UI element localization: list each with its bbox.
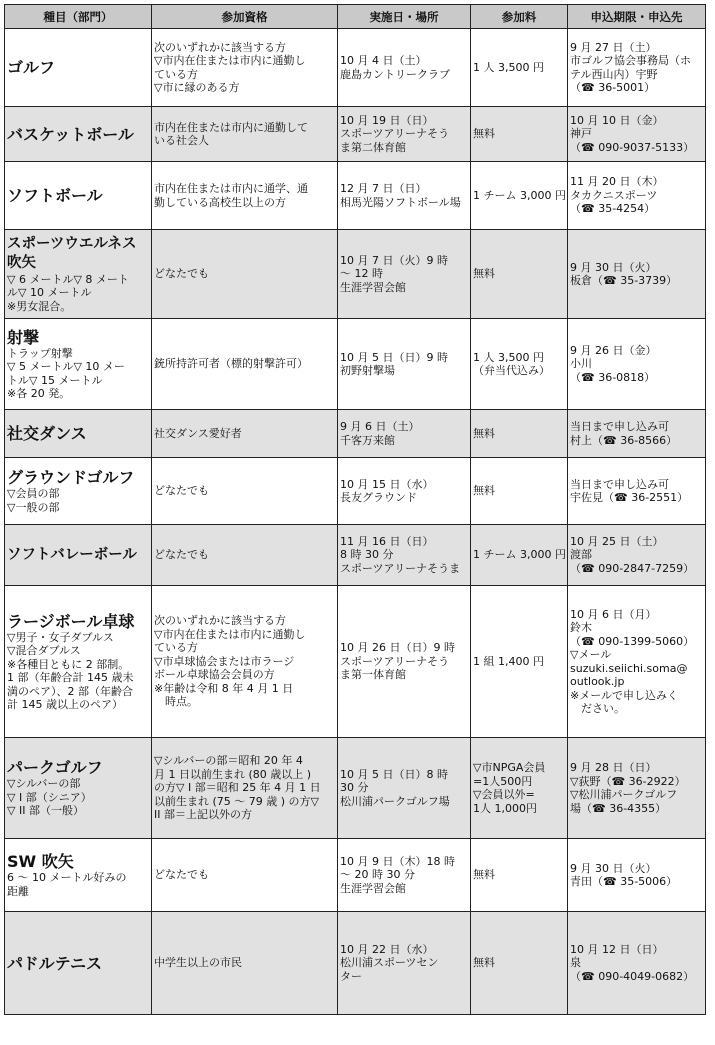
deadline-cell (568, 738, 706, 839)
event-name: 射撃 (7, 327, 40, 347)
fee-cell (471, 29, 568, 107)
eligibility-cell (152, 29, 338, 107)
cell-line: 無料 (473, 956, 495, 970)
table-row (5, 410, 706, 458)
event-detail: ▽会員の部 (7, 487, 60, 500)
header-eligibility: 参加資格 (152, 5, 338, 29)
cell-line: 無料 (473, 426, 495, 440)
cell-line: どなたでも (154, 868, 209, 882)
cell-line: ▽市内在住または市内に通勤し (154, 627, 306, 641)
cell-line: 30 分 (340, 781, 369, 795)
event-detail: トラップ射撃 (7, 346, 73, 360)
cell-line: 1 チーム 3,000 円 (473, 188, 566, 202)
cell-line: 板倉（☎ 35-3739） (570, 274, 678, 287)
eligibility-cell (152, 738, 338, 839)
cell-line: ▽市NPGA会員 (473, 761, 546, 774)
cell-line: 10 月 5 日（日）9 時 (340, 350, 448, 364)
cell-line: ボール卓球協会会員の方 (154, 668, 275, 682)
cell-line: スポーツアリーナそうま (340, 561, 461, 575)
table-row (5, 839, 706, 912)
eligibility-cell (152, 586, 338, 738)
event-cell (5, 525, 152, 586)
table-row (5, 107, 706, 162)
fee-cell (471, 410, 568, 458)
event-name: ゴルフ (7, 58, 56, 77)
cell-line: outlook.jp (570, 675, 625, 688)
cell-line: 1 チーム 3,000 円 (473, 548, 566, 562)
cell-line: 無料 (473, 868, 495, 882)
deadline-cell (568, 410, 706, 458)
eligibility-cell (152, 525, 338, 586)
cell-line: テル西山内）宇野 (570, 67, 658, 81)
event-detail: ▽混合ダブルス (7, 644, 81, 657)
event-cell (5, 162, 152, 230)
cell-line: 月 1 日以前生まれ (80 歳以上 ) (154, 767, 312, 781)
date-venue-cell (338, 162, 471, 230)
cell-line: ※年齢は令和 8 年 4 月 1 日 (154, 681, 294, 695)
event-name: ラージボール卓球 (7, 611, 135, 631)
deadline-cell (568, 525, 706, 586)
event-detail: 1 部（年齢合計 145 歳未 (7, 671, 134, 684)
event-detail: 距離 (7, 884, 29, 898)
cell-line: 村上（☎ 36-8566） (570, 433, 678, 447)
cell-line: （☎ 090-2847-7259） (570, 561, 695, 575)
event-name: ソフトバレーボール (7, 546, 137, 563)
cell-line: ター (340, 969, 362, 983)
cell-line: 無料 (473, 267, 495, 281)
cell-line: （弁当代込み） (473, 364, 550, 377)
cell-line: ▽会員以外= (473, 788, 535, 801)
deadline-cell (568, 107, 706, 162)
cell-line: 当日まで申し込み可 (570, 477, 669, 491)
cell-line: 1人 1,000円 (473, 801, 537, 815)
table-row (5, 525, 706, 586)
cell-line: 10 月 15 日（水） (340, 477, 434, 491)
date-venue-cell (338, 738, 471, 839)
cell-line: 相馬光陽ソフトボール場 (340, 195, 461, 209)
cell-line: 中学生以上の市民 (154, 956, 242, 970)
cell-line: （☎ 36-5001） (570, 81, 656, 94)
cell-line: 9 月 27 日（土） (570, 40, 657, 54)
event-name: グラウンドゴルフ (7, 468, 135, 487)
event-detail: ▽シルバーの部 (7, 777, 81, 791)
table-row (5, 912, 706, 1015)
cell-line: 鹿島カントリークラブ (340, 67, 450, 81)
cell-line: 長友グラウンド (340, 491, 417, 504)
event-name: SW 吹矢 (7, 852, 74, 871)
event-cell (5, 107, 152, 162)
fee-cell (471, 319, 568, 410)
cell-line: （☎ 090-9037-5133） (570, 140, 695, 154)
cell-line: 1 組 1,400 円 (473, 654, 544, 668)
event-cell (5, 230, 152, 319)
event-name: ソフトボール (7, 186, 103, 205)
cell-line: タカクニスポーツ (570, 188, 658, 202)
eligibility-cell (152, 839, 338, 912)
event-name: バスケットボール (7, 124, 134, 144)
date-venue-cell (338, 912, 471, 1015)
cell-line: 鈴木 (570, 621, 592, 634)
cell-line: 無料 (473, 127, 495, 141)
table-row (5, 29, 706, 107)
event-detail: ※各種目ともに 2 部制。 (7, 657, 130, 671)
cell-line: ▽市内在住または市内に通勤し (154, 54, 306, 67)
cell-line: いる社会人 (154, 134, 209, 147)
fee-cell (471, 586, 568, 738)
eligibility-cell (152, 410, 338, 458)
fee-cell (471, 738, 568, 839)
eligibility-cell (152, 230, 338, 319)
header-deadline: 申込期限・申込先 (568, 5, 706, 29)
cell-line: ～ 12 時 (340, 267, 383, 281)
cell-line: （☎ 35-4254） (570, 202, 656, 216)
event-detail: ※男女混合。 (7, 299, 72, 313)
cell-line: ている方 (154, 67, 198, 81)
cell-line: 11 月 20 日（木） (570, 175, 664, 189)
event-detail: ▽男子・女子ダブルス (7, 630, 114, 644)
cell-line: 次のいずれかに該当する方 (154, 40, 286, 54)
event-name: パークゴルフ (7, 758, 103, 778)
cell-line: ださい。 (570, 702, 625, 715)
cell-line: 9 月 6 日（土） (340, 420, 420, 433)
cell-line: suzuki.seiichi.soma@ (570, 661, 688, 675)
cell-line: 時点。 (154, 695, 198, 709)
table-row (5, 586, 706, 738)
deadline-cell (568, 230, 706, 319)
event-cell (5, 410, 152, 458)
fee-cell (471, 162, 568, 230)
cell-line: =1人500円 (473, 774, 533, 788)
event-name: スポーツウエルネス吹矢 (7, 235, 137, 271)
event-detail: ▽ 6 メートル▽ 8 メート (7, 272, 129, 286)
table-row (5, 738, 706, 839)
table-header-row (5, 5, 706, 29)
eligibility-cell (152, 458, 338, 525)
table-row (5, 230, 706, 319)
date-venue-cell (338, 29, 471, 107)
deadline-cell (568, 839, 706, 912)
cell-line: ※メールで申し込みく (570, 688, 678, 702)
event-cell (5, 319, 152, 410)
event-detail: ▽一般の部 (7, 500, 60, 514)
cell-line: 1 人 3,500 円 (473, 60, 544, 74)
deadline-cell (568, 586, 706, 738)
event-cell (5, 458, 152, 525)
cell-line: 10 月 5 日（日）8 時 (340, 767, 448, 781)
cell-line: 松川浦スポーツセン (340, 956, 439, 970)
event-schedule-table (4, 4, 706, 1015)
deadline-cell (568, 458, 706, 525)
cell-line: 小川 (570, 357, 592, 371)
cell-line: 10 月 25 日（土） (570, 534, 664, 548)
cell-line: 初野射撃場 (340, 364, 395, 377)
header-date-venue: 実施日・場所 (338, 5, 471, 29)
event-detail: ▽ II 部（一般） (7, 804, 84, 818)
event-detail: ※各 20 発。 (7, 387, 71, 400)
event-cell (5, 912, 152, 1015)
cell-line: 次のいずれかに該当する方 (154, 614, 286, 628)
event-name: パドルテニス (7, 953, 103, 973)
table-row (5, 319, 706, 410)
eligibility-cell (152, 912, 338, 1015)
deadline-cell (568, 162, 706, 230)
fee-cell (471, 230, 568, 319)
cell-line: 8 時 30 分 (340, 548, 394, 562)
cell-line: ▽メール (570, 648, 612, 661)
event-cell (5, 29, 152, 107)
cell-line: 11 月 16 日（日） (340, 534, 434, 548)
cell-line: ▽市に縁のある方 (154, 81, 240, 94)
cell-line: ～ 20 時 30 分 (340, 868, 415, 882)
table-row (5, 458, 706, 525)
event-cell (5, 839, 152, 912)
cell-line: 市内在住または市内に通勤して (154, 120, 308, 134)
date-venue-cell (338, 839, 471, 912)
eligibility-cell (152, 319, 338, 410)
cell-line: 9 月 30 日（火） (570, 861, 657, 875)
cell-line: 1 人 3,500 円 (473, 350, 544, 364)
cell-line: 松川浦パークゴルフ場 (340, 794, 450, 808)
cell-line: 9 月 30 日（火） (570, 260, 657, 274)
cell-line: ▽荻野（☎ 36-2922） (570, 774, 686, 788)
cell-line: スポーツアリーナそう (340, 654, 450, 668)
cell-line: 千客万来館 (340, 433, 395, 447)
eligibility-cell (152, 107, 338, 162)
event-detail: 満のペア）、2 部（年齢合 (7, 684, 133, 698)
cell-line: 宇佐見（☎ 36-2551） (570, 491, 689, 504)
cell-line: の方▽ I 部＝昭和 25 年 4 月 1 日 (154, 781, 321, 795)
cell-line: ▽シルバーの部＝昭和 20 年 4 (154, 754, 303, 768)
date-venue-cell (338, 525, 471, 586)
date-venue-cell (338, 319, 471, 410)
event-detail: ル▽ 10 メートル (7, 286, 92, 300)
cell-line: 10 月 12 日（日） (570, 942, 664, 956)
fee-cell (471, 525, 568, 586)
deadline-cell (568, 912, 706, 1015)
header-event: 種目（部門） (5, 5, 152, 29)
cell-line: 生涯学習会館 (340, 280, 406, 294)
cell-line: 12 月 7 日（日） (340, 182, 427, 195)
cell-line: 当日まで申し込み可 (570, 420, 669, 433)
cell-line: 泉 (570, 956, 581, 970)
cell-line: どなたでも (154, 267, 209, 281)
cell-line: ま第一体育館 (340, 668, 406, 682)
cell-line: （☎ 090-1399-5060） (570, 634, 695, 648)
deadline-cell (568, 29, 706, 107)
header-fee: 参加料 (471, 5, 568, 29)
event-detail: ▽ I 部（シニア） (7, 790, 92, 804)
cell-line: （☎ 36-0818） (570, 370, 656, 384)
fee-cell (471, 107, 568, 162)
cell-line: 市ゴルフ協会事務局（ホ (570, 54, 691, 67)
cell-line: 10 月 7 日（火）9 時 (340, 253, 448, 267)
cell-line: 9 月 26 日（金） (570, 343, 657, 357)
event-name: 社交ダンス (7, 424, 87, 443)
event-cell (5, 586, 152, 738)
cell-line: ている方 (154, 641, 198, 655)
deadline-cell (568, 319, 706, 410)
date-venue-cell (338, 107, 471, 162)
cell-line: 以前生まれ (75 ～ 79 歳 ) の方▽ (154, 794, 320, 808)
cell-line: 場（☎ 36-4355） (570, 801, 667, 815)
date-venue-cell (338, 230, 471, 319)
cell-line: 勤している高校生以上の方 (154, 195, 286, 209)
cell-line: 10 月 4 日（土） (340, 54, 427, 67)
event-detail: 計 145 歳以上のペア） (7, 698, 123, 711)
date-venue-cell (338, 586, 471, 738)
cell-line: ▽松川浦パークゴルフ (570, 788, 678, 801)
date-venue-cell (338, 410, 471, 458)
cell-line: 市内在住または市内に通学、通 (154, 182, 308, 195)
cell-line: 9 月 28 日（日） (570, 761, 657, 774)
cell-line: どなたでも (154, 484, 209, 498)
table-row (5, 162, 706, 230)
cell-line: 神戸 (570, 127, 592, 141)
cell-line: 無料 (473, 484, 495, 498)
fee-cell (471, 458, 568, 525)
cell-line: どなたでも (154, 548, 209, 562)
cell-line: （☎ 090-4049-0682） (570, 969, 695, 983)
eligibility-cell (152, 162, 338, 230)
cell-line: 10 月 10 日（金） (570, 113, 664, 127)
cell-line: 10 月 22 日（水） (340, 942, 434, 956)
cell-line: 10 月 6 日（月） (570, 607, 657, 621)
cell-line: ま第二体育館 (340, 140, 406, 154)
cell-line: 10 月 9 日（木）18 時 (340, 854, 455, 868)
cell-line: スポーツアリーナそう (340, 127, 450, 141)
date-venue-cell (338, 458, 471, 525)
cell-line: 10 月 26 日（日）9 時 (340, 641, 455, 655)
cell-line: 生涯学習会館 (340, 881, 406, 895)
event-cell (5, 738, 152, 839)
cell-line: 青田（☎ 35-5006） (570, 875, 678, 888)
event-detail: トル▽ 15 メートル (7, 373, 103, 387)
cell-line: 10 月 19 日（日） (340, 113, 434, 127)
fee-cell (471, 839, 568, 912)
cell-line: 銃所持許可者（標的射撃許可） (154, 357, 308, 371)
fee-cell (471, 912, 568, 1015)
cell-line: 渡部 (570, 548, 592, 562)
event-detail: 6 ～ 10 メートル好みの (7, 871, 127, 884)
event-detail: ▽ 5 メートル▽ 10 メー (7, 360, 125, 373)
cell-line: 社交ダンス愛好者 (154, 426, 242, 440)
cell-line: ▽市卓球協会または市ラージ (154, 654, 295, 668)
cell-line: II 部＝上記以外の方 (154, 808, 252, 822)
